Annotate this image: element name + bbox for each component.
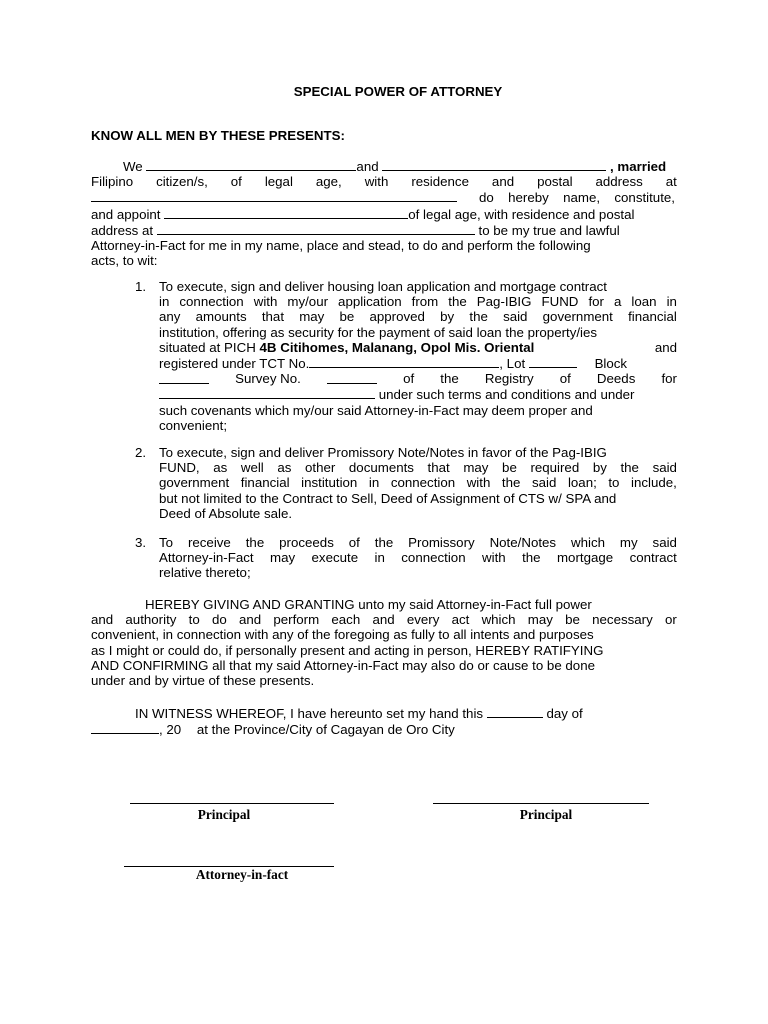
attorney-address-blank[interactable] bbox=[157, 222, 475, 235]
witness-line-1: IN WITNESS WHEREOF, I have hereunto set my hand this day of bbox=[135, 706, 583, 721]
word: that bbox=[261, 309, 285, 325]
word: proceeds bbox=[279, 535, 334, 550]
word: Promissory bbox=[408, 535, 475, 550]
residence-blank[interactable] bbox=[91, 189, 457, 202]
word: in bbox=[666, 294, 677, 310]
word: address bbox=[595, 174, 643, 190]
principal-label-left: Principal bbox=[197, 807, 251, 822]
word: loan; bbox=[567, 475, 597, 491]
attorney-label: Attorney-in-fact bbox=[195, 867, 289, 882]
word: of bbox=[348, 535, 360, 550]
word: at bbox=[665, 174, 677, 190]
word: and bbox=[491, 174, 515, 190]
item1-line-9: such covenants which my/our said Attorney-in-Fact may deem proper and bbox=[159, 402, 593, 418]
word: my bbox=[619, 535, 638, 550]
word: with bbox=[466, 475, 491, 491]
word: for bbox=[588, 294, 604, 310]
granting-line-6: under and by virtue of these presents. bbox=[91, 673, 315, 689]
granting-line-1: HEREBY GIVING AND GRANTING unto my said Attorney-in-Fact full power bbox=[145, 597, 592, 612]
word: To bbox=[159, 535, 174, 550]
word: the bbox=[374, 535, 394, 550]
principal-signature-line-left[interactable] bbox=[130, 803, 334, 804]
attorney-name-blank[interactable] bbox=[164, 206, 408, 219]
word: residence bbox=[411, 174, 469, 190]
word: authority bbox=[125, 612, 177, 628]
word: necessary bbox=[592, 612, 653, 628]
word: any bbox=[159, 309, 181, 325]
word: do bbox=[211, 612, 227, 628]
word: connection bbox=[390, 475, 456, 491]
word: financial bbox=[240, 475, 290, 491]
intro-line-5: address at to be my true and lawful bbox=[91, 222, 620, 238]
name-blank-2[interactable] bbox=[382, 158, 606, 171]
word: and bbox=[372, 612, 395, 628]
opening-heading: KNOW ALL MEN BY THESE PRESENTS: bbox=[91, 128, 345, 143]
witness-line-2: , 20 at the Province/City of Cagayan de Oro City bbox=[91, 721, 677, 737]
word: age, bbox=[315, 174, 342, 190]
word: which bbox=[481, 612, 516, 628]
intro-paragraph bbox=[91, 158, 677, 268]
intro-line-3: do hereby name, constitute, bbox=[91, 189, 677, 205]
word: Note/Notes bbox=[489, 535, 557, 550]
item1-line-4: institution, offering as security for the payment of said loan the property/ies bbox=[159, 324, 598, 340]
granting-line-4: as I might or could do, if personally present and acting in person, HEREBY RATIFYING bbox=[91, 642, 604, 658]
item1-line-2 bbox=[159, 294, 677, 309]
word: required bbox=[530, 460, 580, 476]
item1-line-8: under such terms and conditions and under bbox=[159, 386, 677, 402]
word: of bbox=[230, 174, 242, 190]
word: which bbox=[571, 535, 605, 550]
principal-label-right: Principal bbox=[519, 807, 573, 822]
intro-line-2 bbox=[91, 174, 677, 189]
name-blank-1[interactable] bbox=[146, 158, 356, 171]
item1-line-3 bbox=[159, 309, 677, 324]
word: the bbox=[448, 294, 467, 310]
word: Pag-IBIG bbox=[476, 294, 532, 310]
item2-line-4: but not limited to the Contract to Sell, Deed of Assignment of CTS w/ SPA and bbox=[159, 490, 617, 506]
lot-blank[interactable] bbox=[529, 355, 577, 368]
word: my/our bbox=[287, 294, 329, 310]
day-blank[interactable] bbox=[487, 705, 543, 718]
word: Attorney-in-Fact bbox=[159, 550, 254, 566]
word: and bbox=[91, 612, 114, 628]
word: every bbox=[406, 612, 440, 628]
item2-line-3 bbox=[159, 475, 677, 490]
word: other bbox=[305, 460, 336, 476]
word: postal bbox=[537, 174, 573, 190]
word: government bbox=[542, 309, 613, 325]
granting-line-5: AND CONFIRMING all that my said Attorney-in-Fact may also do or cause to be done bbox=[91, 657, 595, 673]
granting-paragraph bbox=[91, 597, 677, 688]
intro-line-4: and appoint of legal age, with residence and postal bbox=[91, 206, 635, 222]
word: as bbox=[277, 460, 292, 476]
word: application bbox=[338, 294, 402, 310]
word: and bbox=[238, 612, 262, 628]
word: connection bbox=[179, 294, 244, 310]
property-location: 4B Citihomes, Malanang, Opol Mis. Oriental bbox=[259, 339, 535, 355]
word: from bbox=[411, 294, 439, 310]
word: said bbox=[531, 475, 557, 491]
document-title: SPECIAL POWER OF ATTORNEY bbox=[293, 84, 503, 99]
word: the bbox=[245, 535, 265, 550]
word: may bbox=[270, 550, 296, 566]
item1-line-5: situated at PICH 4B Citihomes, Malanang, Opol Mis. Oriental and bbox=[159, 339, 677, 355]
word: receive bbox=[187, 535, 231, 550]
word: include, bbox=[631, 475, 677, 491]
word: the bbox=[501, 475, 521, 491]
word: may bbox=[299, 309, 325, 325]
word: to bbox=[608, 475, 620, 491]
word: in bbox=[368, 475, 380, 491]
item2-line-1: To execute, sign and deliver Promissory Note/Notes in favor of the Pag-IBIG bbox=[159, 445, 607, 460]
word: legal bbox=[264, 174, 293, 190]
word: may bbox=[463, 460, 489, 476]
item3-line-3: relative thereto; bbox=[159, 565, 251, 581]
item1-line-6: registered under TCT No. , Lot Block bbox=[159, 356, 628, 372]
word: each bbox=[331, 612, 361, 628]
intro-line-1: We and , married bbox=[123, 159, 667, 174]
word: well bbox=[240, 460, 264, 476]
word: with bbox=[364, 174, 389, 190]
word: FUND, bbox=[159, 460, 200, 476]
word: with bbox=[482, 550, 506, 566]
intro-line-6: Attorney-in-Fact for me in my name, place and stead, to do and perform the following bbox=[91, 238, 591, 254]
witness-paragraph bbox=[91, 705, 677, 737]
word: said bbox=[652, 535, 677, 550]
word: as bbox=[213, 460, 228, 476]
principal-signature-line-right[interactable] bbox=[433, 803, 649, 804]
word: to bbox=[188, 612, 200, 628]
word: perform bbox=[273, 612, 320, 628]
word: be bbox=[339, 309, 355, 325]
granting-line-2 bbox=[91, 612, 677, 627]
word: that bbox=[427, 460, 450, 476]
word: government bbox=[159, 475, 230, 491]
intro-line-7: acts, to wit: bbox=[91, 253, 158, 269]
word: may bbox=[527, 612, 553, 628]
item3-line-2 bbox=[159, 550, 677, 565]
word: amounts bbox=[195, 309, 247, 325]
word: said bbox=[503, 309, 528, 325]
word: a bbox=[613, 294, 622, 310]
word: the bbox=[469, 309, 488, 325]
word: act bbox=[451, 612, 470, 628]
word: by bbox=[592, 460, 607, 476]
word: FUND bbox=[541, 294, 579, 310]
word: by bbox=[440, 309, 455, 325]
tct-number-blank[interactable] bbox=[309, 355, 499, 368]
word: loan bbox=[631, 294, 657, 310]
word: contract bbox=[629, 550, 677, 566]
survey-blank[interactable] bbox=[327, 371, 377, 384]
word: be bbox=[502, 460, 517, 476]
item2-line-5: Deed of Absolute sale. bbox=[159, 505, 293, 521]
word: or bbox=[664, 612, 677, 628]
word: citizen/s, bbox=[156, 174, 208, 190]
word: mortgage bbox=[556, 550, 614, 566]
item1-line-1: To execute, sign and deliver housing loan application and mortgage contract bbox=[159, 279, 607, 294]
item2-line-2 bbox=[159, 460, 677, 475]
item3-line-1 bbox=[159, 535, 677, 550]
word: in bbox=[159, 294, 170, 310]
document-page: SPECIAL POWER OF ATTORNEY KNOW ALL MEN BY THESE PRESENTS: We and , married Filipino citizen/s, of legal age, with residence and postal address at do hereby name, constitute, and appoint of legal age, with residence and postal address at to be my true and lawful Attorney-in-Fact for me in my name, place and stead, to do and perform the following acts, to wit: 1. To execute, sign and deliver housing loan application and mortgage contract in connection with my/our application from the Pag-IBIG FUND for a loan in any amounts that may be approved by the said government financial institution, offering as security for the payment of said loan the property/ies situated at PICH 4B Citihomes, Malanang, Opol Mis. Oriental and registered under TCT No. , Lot Block Survey No. of the Registry of Deeds for under such terms and conditions and under such covenants which my/our said Attorney-in-Fact may deem proper and convenient; 2. To execute, sign and deliver Promissory Note/Notes in favor of the Pag-IBIG FUND, as well as other documents that may be required by the said government financial institution in connection with the said loan; to include, but not limited to the Contract to Sell, Deed of Assignment of CTS w/ SPA and Deed of Absolute sale. 3. To receive the proceeds of the Promissory Note/Notes which my said Attorney-in-Fact may execute in connection with the mortgage contract relative thereto; HEREBY GIVING AND GRANTING unto my said Attorney-in-Fact full power and authority to do and perform each and every act which may be necessary or convenient, in connection with any of the foregoing as fully to all intents and purposes as I might or could do, if personally present and acting in person, HEREBY RATIFYING AND CONFIRMING all that my said Attorney-in-Fact may also do or cause to be done under and by virtue of these presents. IN WITNESS WHEREOF, I have hereunto set my hand this day of , 20 at the Province/City of Cagayan de Oro City Principal Principal Attorney-in-fact bbox=[0, 0, 768, 1024]
item1-line-10: convenient; bbox=[159, 417, 228, 433]
word: be bbox=[565, 612, 580, 628]
word: connection bbox=[401, 550, 466, 566]
word: documents bbox=[348, 460, 414, 476]
word: the bbox=[620, 460, 639, 476]
word: said bbox=[652, 460, 677, 476]
granting-line-3: convenient, in connection with any of the foregoing as fully to all intents and purposes bbox=[91, 627, 594, 643]
word: the bbox=[522, 550, 541, 566]
word: institution bbox=[301, 475, 358, 491]
word: Filipino bbox=[91, 174, 134, 190]
word: execute bbox=[311, 550, 359, 566]
word: financial bbox=[628, 309, 677, 325]
item1-line-7: Survey No. of the Registry of Deeds for bbox=[159, 371, 677, 386]
word: approved bbox=[369, 309, 425, 325]
month-blank[interactable] bbox=[91, 721, 159, 734]
registry-blank[interactable] bbox=[159, 386, 375, 399]
word: with bbox=[253, 294, 278, 310]
word: in bbox=[374, 550, 385, 566]
block-blank[interactable] bbox=[159, 371, 209, 384]
